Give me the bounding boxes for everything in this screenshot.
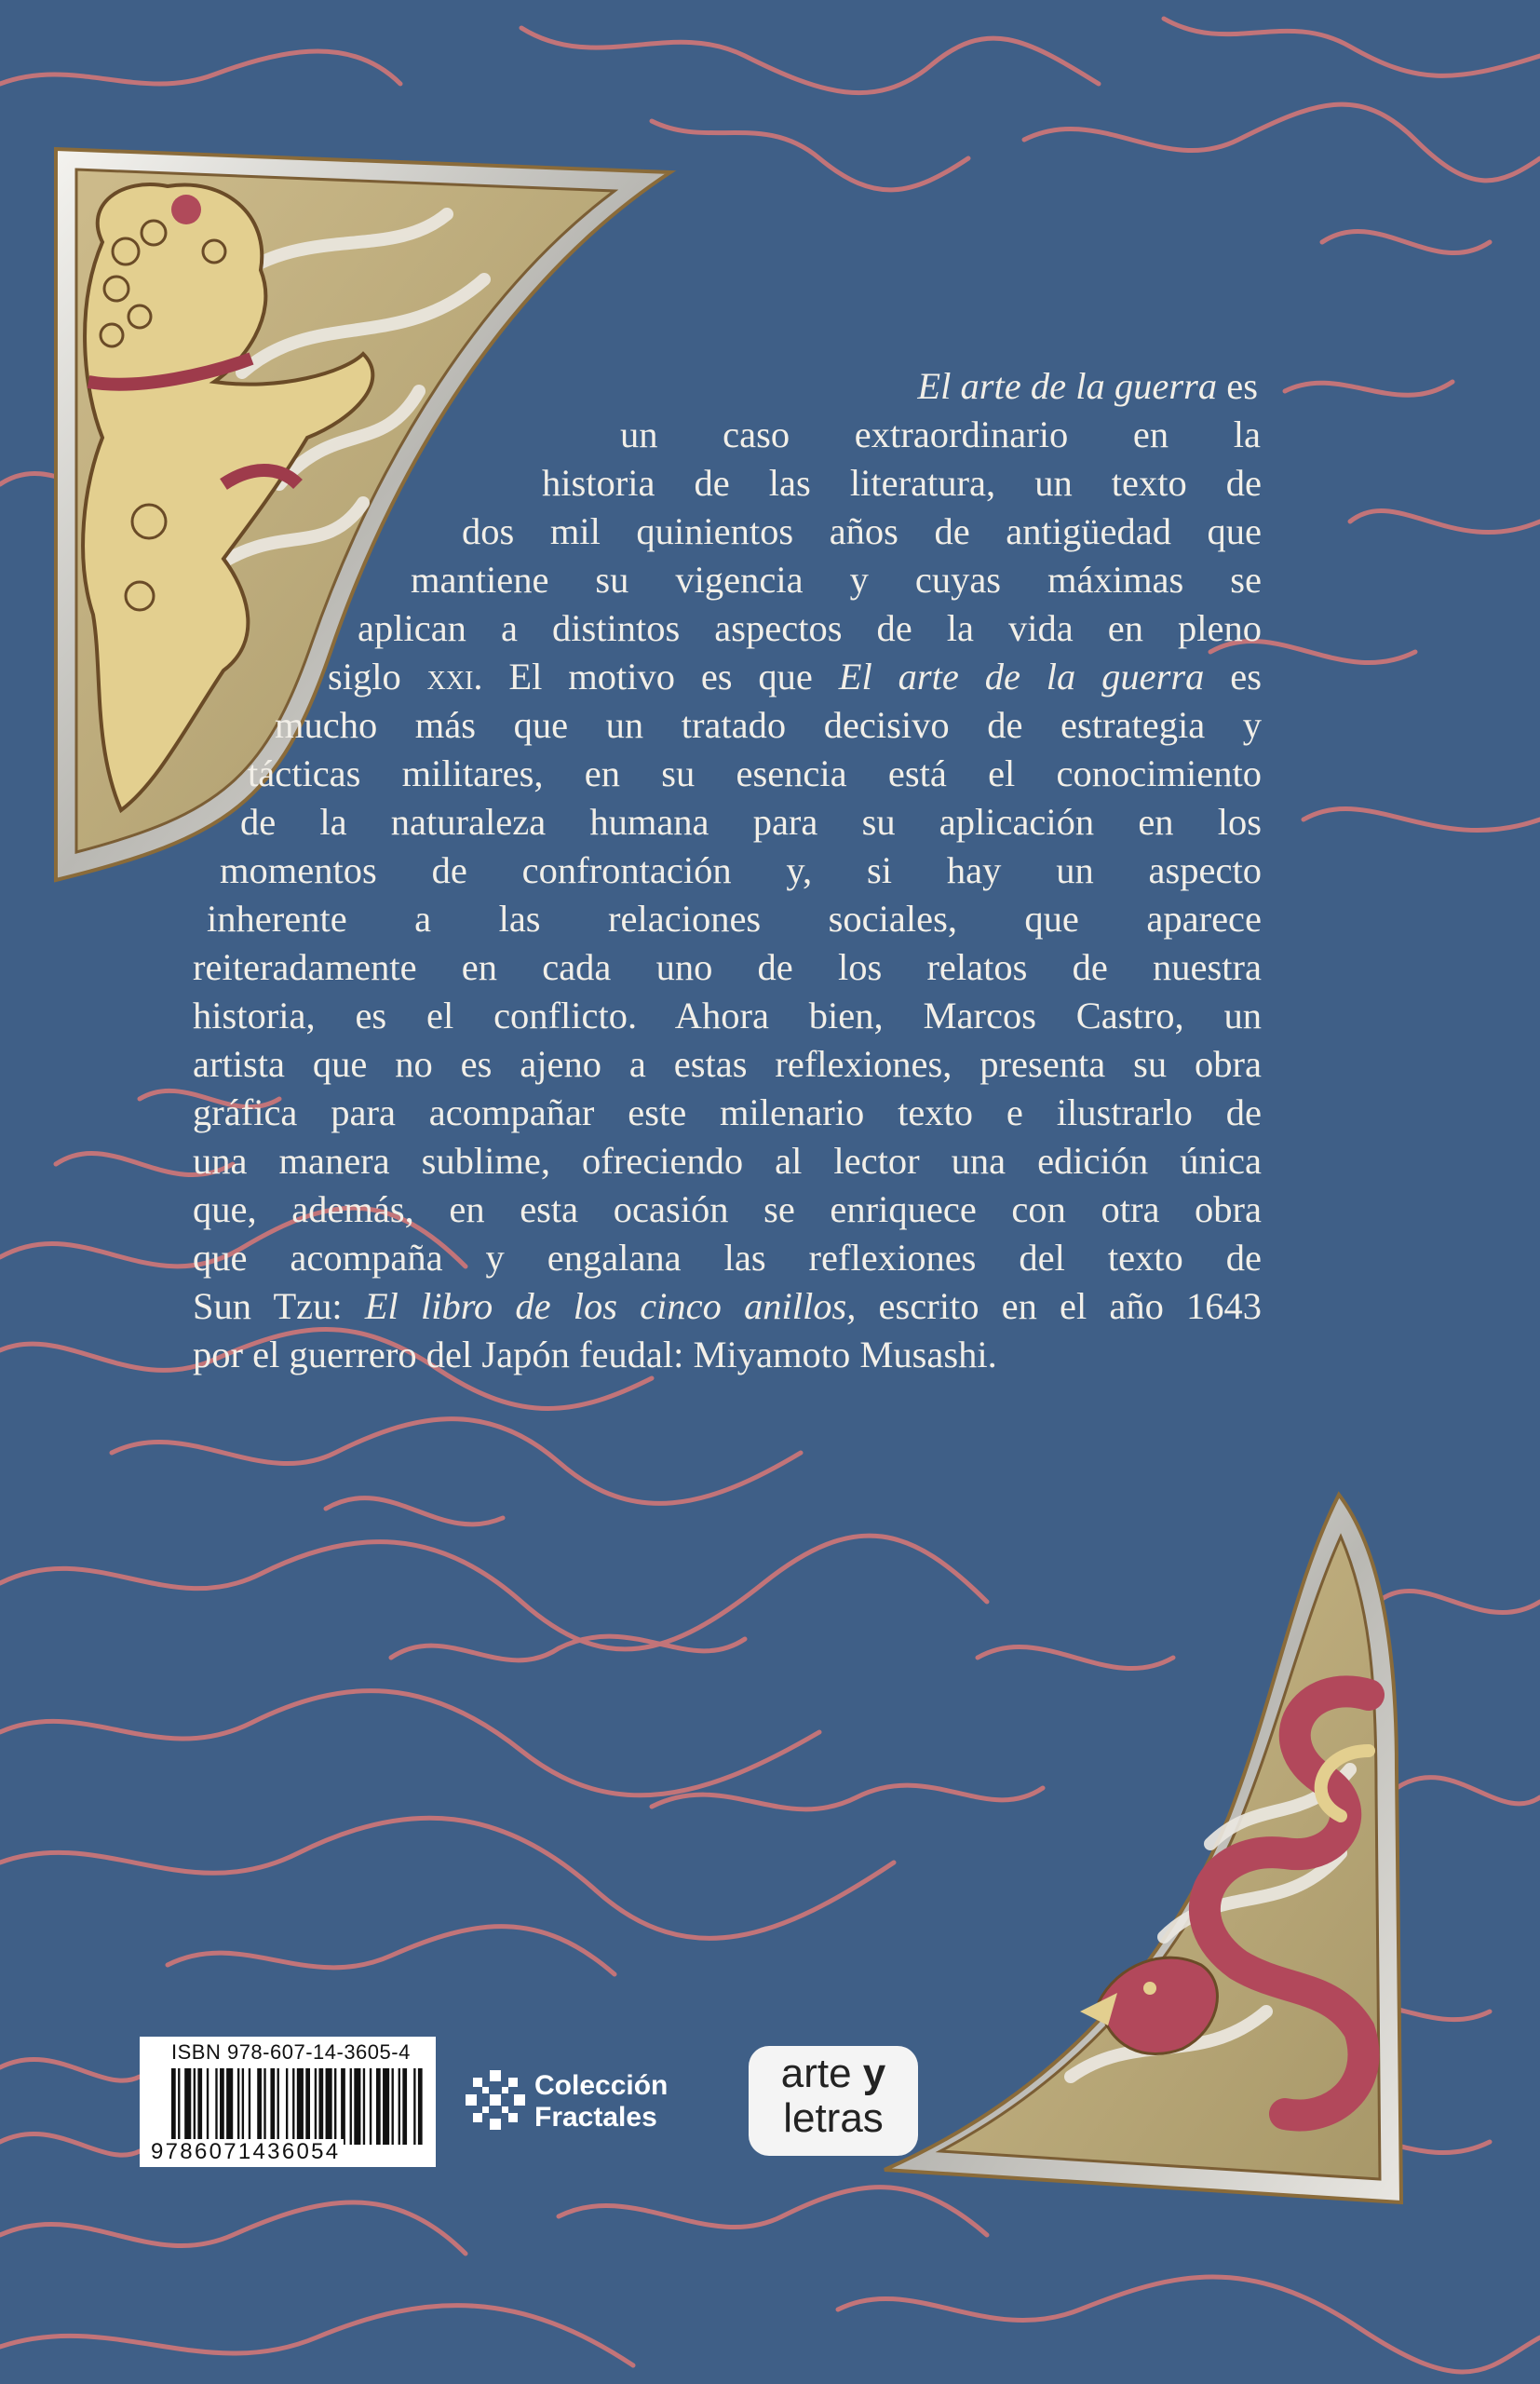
barcode-bar xyxy=(399,2068,400,2145)
fractal-snowflake-icon xyxy=(462,2066,529,2133)
fractales-wordmark xyxy=(534,2070,668,2133)
book-title-3: El libro de los cinco anillos, xyxy=(364,1285,857,1327)
isbn-barcode xyxy=(140,2037,436,2167)
barcode-bar xyxy=(376,2068,381,2145)
blurb-line-16: gráfica para acompañar este milenario texto e ilustrarlo de xyxy=(193,1091,1262,1133)
isbn-label: ISBN 978-607-14-3605-4 xyxy=(171,2040,411,2064)
barcode-bar xyxy=(171,2068,176,2145)
letras-word: letras xyxy=(783,2095,884,2141)
barcode-bar xyxy=(315,2068,317,2145)
barcode-bar xyxy=(354,2068,360,2145)
book-title-2: El arte de la guerra xyxy=(838,656,1205,698)
blurb-line-9: tácticas militares, en su esencia está el conocimiento xyxy=(248,752,1262,794)
barcode-bar xyxy=(363,2068,365,2145)
barcode-bar xyxy=(242,2068,244,2145)
barcode-bar xyxy=(350,2068,352,2145)
arte-y-letras-wordmark xyxy=(749,2052,918,2141)
barcode-bar xyxy=(383,2068,389,2145)
barcode-bar xyxy=(341,2068,345,2145)
blurb-line-17: una manera sublime, ofreciendo al lector una edición única xyxy=(193,1140,1262,1182)
blurb-line-11: momentos de confrontación y, si hay un aspecto xyxy=(220,849,1262,891)
blurb-line-12: inherente a las relaciones sociales, que aparece xyxy=(207,898,1262,940)
ean-digits: 9786071436054 xyxy=(147,2139,344,2165)
barcode-bar xyxy=(178,2068,180,2145)
barcode-bars xyxy=(171,2068,425,2145)
barcode-bar xyxy=(402,2068,407,2145)
barcode-bar xyxy=(263,2068,265,2145)
blurb-line-7: siglo xxi. El motivo es que El arte de la guerra es xyxy=(328,656,1262,698)
barcode-bar xyxy=(286,2068,288,2145)
blurb-line-5: mantiene su vigencia y cuyas máximas se xyxy=(411,559,1262,601)
back-cover-blurb xyxy=(223,362,1258,411)
coleccion-fractales-logo xyxy=(462,2063,713,2137)
barcode-bar xyxy=(370,2068,371,2145)
barcode-bar xyxy=(220,2068,224,2145)
blurb-line-14: historia, es el conflicto. Ahora bien, Marcos Castro, un xyxy=(193,995,1262,1036)
blurb-line-20: Sun Tzu: El libro de los cinco anillos, escrito en el año 1643 xyxy=(193,1285,1263,1327)
blurb-line-19: que acompaña y engalana las reflexiones del texto de xyxy=(193,1237,1262,1279)
barcode-bar xyxy=(184,2068,191,2145)
blurb-line-3: historia de las literatura, un texto de xyxy=(542,462,1262,504)
barcode-bar xyxy=(270,2068,275,2145)
barcode-bar xyxy=(413,2068,415,2145)
barcode-bar xyxy=(215,2068,217,2145)
blurb-line-6: aplican a distintos aspectos de la vida en pleno xyxy=(358,607,1262,649)
blurb-line-1: El arte de la guerra es xyxy=(917,365,1258,407)
barcode-bar xyxy=(277,2068,279,2145)
fractales-word: Fractales xyxy=(534,2102,657,2133)
barcode-bar xyxy=(237,2068,239,2145)
arte-word: arte xyxy=(780,2051,852,2096)
barcode-bar xyxy=(305,2068,310,2145)
coleccion-word: Colección xyxy=(534,2070,669,2101)
blurb-line-15: artista que no es ajeno a estas reflexiones, presenta su obra xyxy=(193,1043,1262,1085)
barcode-bar xyxy=(326,2068,332,2145)
barcode-bar xyxy=(334,2068,336,2145)
blurb-line-8: mucho más que un tratado decisivo de estrategia y xyxy=(275,704,1262,746)
barcode-bar xyxy=(418,2068,423,2145)
barcode-bar xyxy=(292,2068,294,2145)
book-title-1: El arte de la guerra xyxy=(917,365,1218,407)
barcode-bar xyxy=(197,2068,202,2145)
blurb-line-18: que, además, en esta ocasión se enriquece con otra obra xyxy=(193,1188,1262,1230)
blurb-line-21: por el guerrero del Japón feudal: Miyamoto Musashi. xyxy=(193,1334,997,1375)
blurb-line-4: dos mil quinientos años de antigüedad que xyxy=(462,510,1262,552)
barcode-bar xyxy=(318,2068,323,2145)
blurb-line-10: de la naturaleza humana para su aplicación en los xyxy=(240,801,1262,843)
blurb-line-13: reiteradamente en cada uno de los relatos de nuestra xyxy=(193,946,1262,988)
arte-y-letras-logo xyxy=(749,2046,918,2156)
barcode-bar xyxy=(257,2068,262,2145)
barcode-bar xyxy=(392,2068,394,2145)
y-word: y xyxy=(862,2051,886,2096)
barcode-bar xyxy=(194,2068,196,2145)
dragon-panel xyxy=(885,1495,1401,2202)
barcode-bar xyxy=(249,2068,250,2145)
barcode-bar xyxy=(226,2068,233,2145)
barcode-bar xyxy=(297,2068,304,2145)
blurb-line-2: un caso extraordinario en la xyxy=(620,413,1261,455)
barcode-bar xyxy=(207,2068,209,2145)
